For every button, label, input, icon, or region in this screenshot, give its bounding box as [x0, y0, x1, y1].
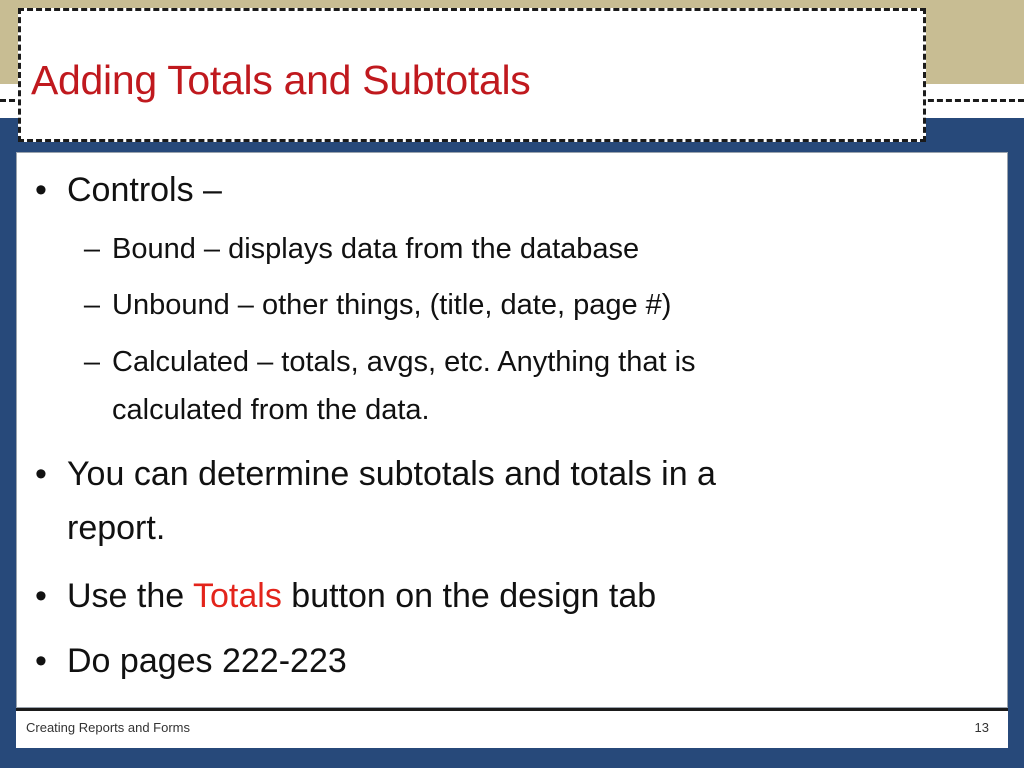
bullet-dot-icon: •	[35, 577, 47, 615]
highlight-totals: Totals	[193, 577, 282, 615]
footer-title: Creating Reports and Forms	[26, 720, 191, 735]
bullet-text: Do pages 222-223	[67, 642, 347, 680]
bullet-text	[67, 569, 977, 623]
sub-bullet-text: Bound – displays data from the database	[112, 233, 640, 265]
slide-footer	[16, 708, 1008, 748]
bullet-dot-icon: •	[35, 642, 47, 680]
dash-icon: –	[83, 233, 101, 265]
bullet-dot-icon: •	[35, 171, 47, 209]
sub-bullet-text: Unbound – other things, (title, date, page #)	[112, 289, 672, 321]
bullet-text-line1: You can determine subtotals and totals in a	[67, 455, 716, 493]
bullet-dot-icon: •	[35, 455, 47, 493]
slide-title: Adding Totals and Subtotals	[31, 57, 531, 103]
dash-icon: –	[83, 346, 101, 378]
bullet-text-line2: report.	[67, 509, 166, 547]
sub-bullet-text-line2: calculated from the data.	[112, 394, 430, 426]
bullet-text-after: button on the design tab	[281, 577, 657, 615]
sub-bullet-text-line1: Calculated – totals, avgs, etc. Anything that is	[112, 346, 696, 378]
bullet-text: Controls –	[67, 171, 222, 209]
dash-icon: –	[83, 289, 101, 321]
title-box	[18, 8, 926, 142]
bullet-text-before: Use the	[67, 577, 194, 615]
page-number: 13	[974, 720, 989, 735]
content-panel	[16, 152, 1008, 708]
